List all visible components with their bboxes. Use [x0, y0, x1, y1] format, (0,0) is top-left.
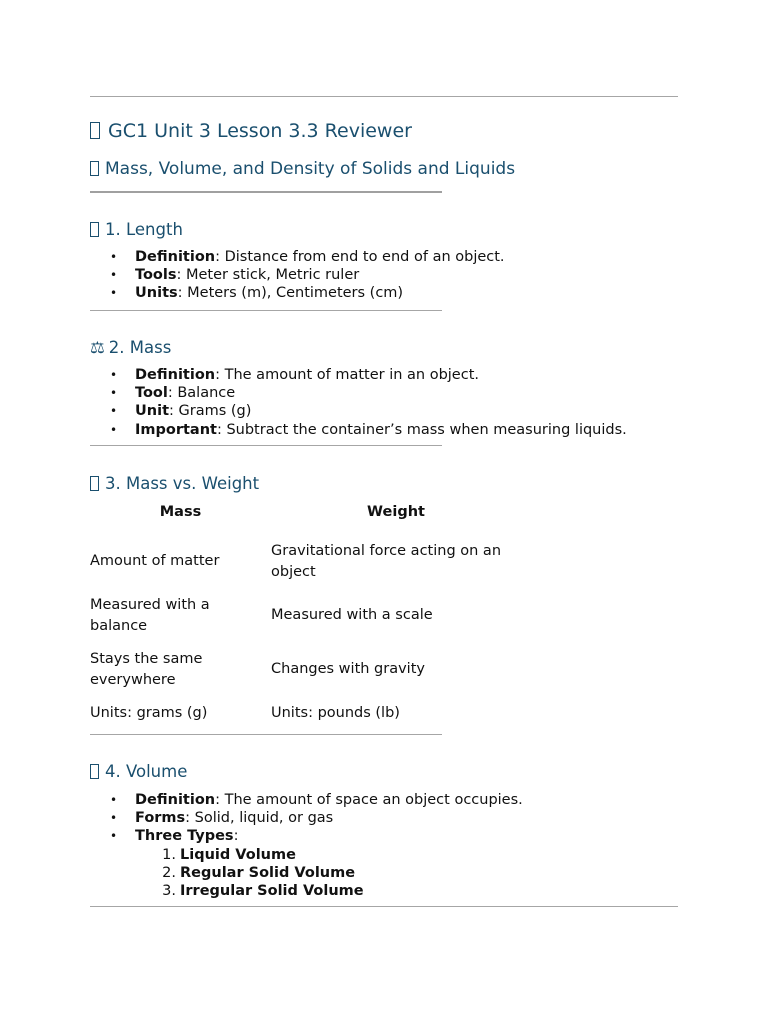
book-icon [90, 161, 99, 176]
bullet: • [110, 386, 118, 401]
table-cell: Amount of matter [90, 553, 220, 570]
document-icon [90, 122, 100, 139]
bullet: • [110, 268, 118, 283]
bullet: • [110, 286, 118, 301]
list-item: • Units: Meters (m), Centimeters (cm) [110, 285, 404, 302]
section-divider [90, 734, 442, 735]
ruler-icon [90, 222, 99, 237]
column-header-weight: Weight [367, 504, 425, 520]
list-item: • Definition: The amount of matter in an object. [110, 367, 479, 383]
subtitle-divider [90, 191, 442, 193]
table-row [90, 643, 521, 697]
list-item: 3. Irregular Solid Volume [162, 883, 364, 900]
list-item: • Definition: Distance from end to end of an object. [110, 249, 505, 265]
table-row [90, 589, 521, 643]
list-item: • Forms: Solid, liquid, or gas [110, 810, 334, 827]
list-item: • Unit: Grams (g) [110, 403, 252, 420]
list-item: • Tool: Balance [110, 385, 236, 402]
list-item: 1. Liquid Volume [162, 846, 296, 863]
table-row [90, 535, 521, 589]
page-title-text: GC1 Unit 3 Lesson 3.3 Reviewer [108, 120, 412, 142]
list-item: • Important: Subtract the container’s mass when measuring liquids. [110, 421, 627, 438]
mass-vs-weight-table [90, 502, 521, 731]
bullet: • [110, 368, 118, 382]
beaker-icon [90, 764, 99, 779]
table-cell: Gravitational force acting on an object [271, 543, 502, 580]
top-divider [90, 96, 678, 97]
section-mass-vs-weight-heading: 3. Mass vs. Weight [90, 474, 259, 493]
volume-list [90, 791, 523, 900]
bullet: • [110, 422, 118, 437]
table-cell: Units: grams (g) [90, 705, 208, 722]
table-cell: Measured with a scale [271, 607, 433, 624]
page-subtitle [90, 159, 515, 179]
table-cell: Stays the same everywhere [90, 651, 203, 688]
table-cell: Changes with gravity [271, 661, 425, 678]
list-item: • Three Types: 1. Liquid Volume 2. Regular Solid Volume 3. Irregular Solid Volume [90, 827, 523, 900]
bottom-divider [90, 906, 678, 907]
section-divider [90, 445, 442, 446]
column-header-mass: Mass [159, 504, 202, 520]
bullet: • [110, 829, 118, 844]
section-mass-heading: ⚖ 2. Mass [90, 338, 172, 357]
balance-icon: ⚖ [90, 338, 105, 357]
bullet: • [110, 811, 118, 826]
section-divider [90, 310, 442, 311]
table-cell: Units: pounds (lb) [271, 705, 400, 722]
page-title [90, 120, 412, 142]
bullet: • [110, 250, 118, 264]
section-length-heading: 1. Length [90, 220, 183, 239]
list-item: • Definition: The amount of space an object occupies. [110, 792, 523, 808]
section-volume-heading: 4. Volume [90, 762, 187, 781]
table-cell: Measured with a balance [90, 597, 210, 634]
page-subtitle-text: Mass, Volume, and Density of Solids and Liquids [105, 159, 516, 179]
volume-types-list [135, 846, 523, 901]
length-list [90, 248, 505, 303]
list-item: • Tools: Meter stick, Metric ruler [110, 267, 360, 284]
bullet: • [110, 793, 118, 807]
list-item: 2. Regular Solid Volume [162, 864, 356, 881]
bullet: • [110, 404, 118, 419]
scale-icon [90, 476, 99, 491]
mass-list [90, 366, 627, 439]
table-row [90, 697, 521, 731]
table-header-row [90, 502, 521, 535]
